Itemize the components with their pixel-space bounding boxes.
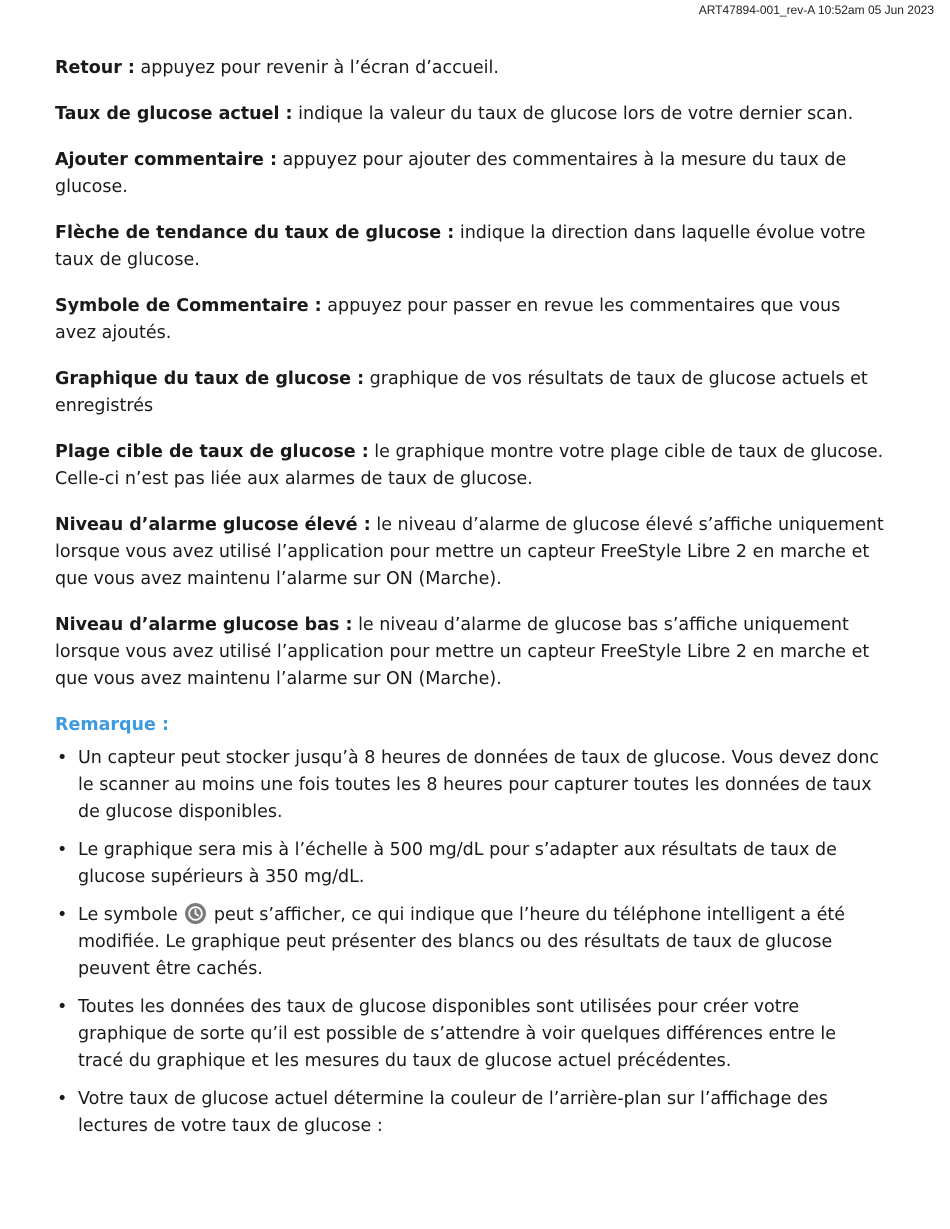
note-item [55, 745, 885, 826]
definition-text: appuyez pour ajouter des commentaires à la mesure du taux de glucose. [55, 150, 847, 197]
definition-term: Niveau d’alarme glucose élevé : [55, 515, 371, 535]
definition-taux-actuel [55, 101, 885, 128]
definition-text: graphique de vos résultats de taux de glucose actuels et enregistrés [55, 369, 868, 416]
definition-term: Retour : [55, 58, 135, 78]
bullet: • [57, 997, 68, 1017]
definition-term: Flèche de tendance du taux de glucose : [55, 223, 455, 243]
note-item-text: Le graphique sera mis à l’échelle à 500 mg/dL pour s’adapter aux résultats de taux de glucose supérieurs à 350 mg/dL. [78, 840, 837, 887]
definition-symbole-commentaire [55, 293, 885, 347]
definition-alarme-eleve [55, 512, 885, 593]
definition-text: indique la direction dans laquelle évolue votre taux de glucose. [55, 223, 866, 270]
note-item [55, 1086, 885, 1140]
definition-retour [55, 55, 885, 82]
note-item-text: Toutes les données des taux de glucose disponibles sont utilisées pour créer votre graphique de sorte qu’il est possible de s’attendre à voir quelques différences entre le tracé du graphique et les mesures du taux de glucose actuel précédentes. [78, 997, 836, 1071]
bullet: • [57, 905, 68, 925]
note-item [55, 837, 885, 891]
definition-graphique [55, 366, 885, 420]
definition-text: le graphique montre votre plage cible de taux de glucose. Celle-ci n’est pas liée aux alarmes de taux de glucose. [55, 442, 884, 489]
definition-term: Ajouter commentaire : [55, 150, 277, 170]
note-item [55, 902, 885, 983]
note-title: Remarque : [55, 715, 169, 735]
definition-text: appuyez pour revenir à l’écran d’accueil. [134, 58, 499, 78]
note-list [55, 745, 885, 1140]
clock-icon [185, 903, 206, 924]
definition-ajouter-commentaire [55, 147, 885, 201]
note-item-text: Votre taux de glucose actuel détermine la couleur de l’arrière-plan sur l’affichage des lectures de votre taux de glucose : [78, 1089, 828, 1136]
note-item-text-after-icon: peut s’afficher, ce qui indique que l’heure du téléphone intelligent a été modifiée. Le graphique peut présenter des blancs ou des résultats de taux de glucose peuvent être cachés. [78, 905, 846, 979]
bullet: • [57, 840, 68, 860]
definition-term: Plage cible de taux de glucose : [55, 442, 369, 462]
definition-text: appuyez pour passer en revue les commentaires que vous avez ajoutés. [55, 296, 841, 343]
note-item-text: Un capteur peut stocker jusqu’à 8 heures de données de taux de glucose. Vous devez donc le scanner au moins une fois toutes les 8 heures pour capturer toutes les données de taux de glucose disponibles. [78, 748, 880, 822]
definition-text: indique la valeur du taux de glucose lors de votre dernier scan. [292, 104, 854, 124]
document-reference: ART47894-001_rev-A 10:52am 05 Jun 2023 [698, 3, 934, 17]
definition-term: Graphique du taux de glucose : [55, 369, 365, 389]
definition-term: Taux de glucose actuel : [55, 104, 293, 124]
definition-term: Symbole de Commentaire : [55, 296, 322, 316]
bullet: • [57, 748, 68, 768]
note-item-text-before-icon: Le symbole [78, 905, 184, 925]
note-item [55, 994, 885, 1075]
definition-term: Niveau d’alarme glucose bas : [55, 615, 353, 635]
bullet: • [57, 1089, 68, 1109]
definition-text: le niveau d’alarme de glucose élevé s’affiche uniquement lorsque vous avez utilisé l’application pour mettre un capteur FreeStyle Libre 2 en marche et que vous avez maintenu l’alarme sur ON (Marche). [55, 515, 884, 589]
definition-alarme-bas [55, 612, 885, 693]
definition-text: le niveau d’alarme de glucose bas s’affiche uniquement lorsque vous avez utilisé l’application pour mettre un capteur FreeStyle Libre 2 en marche et que vous avez maintenu l’alarme sur ON (Marche). [55, 615, 870, 689]
definition-fleche-tendance [55, 220, 885, 274]
page-content [55, 55, 885, 1151]
definition-plage-cible [55, 439, 885, 493]
